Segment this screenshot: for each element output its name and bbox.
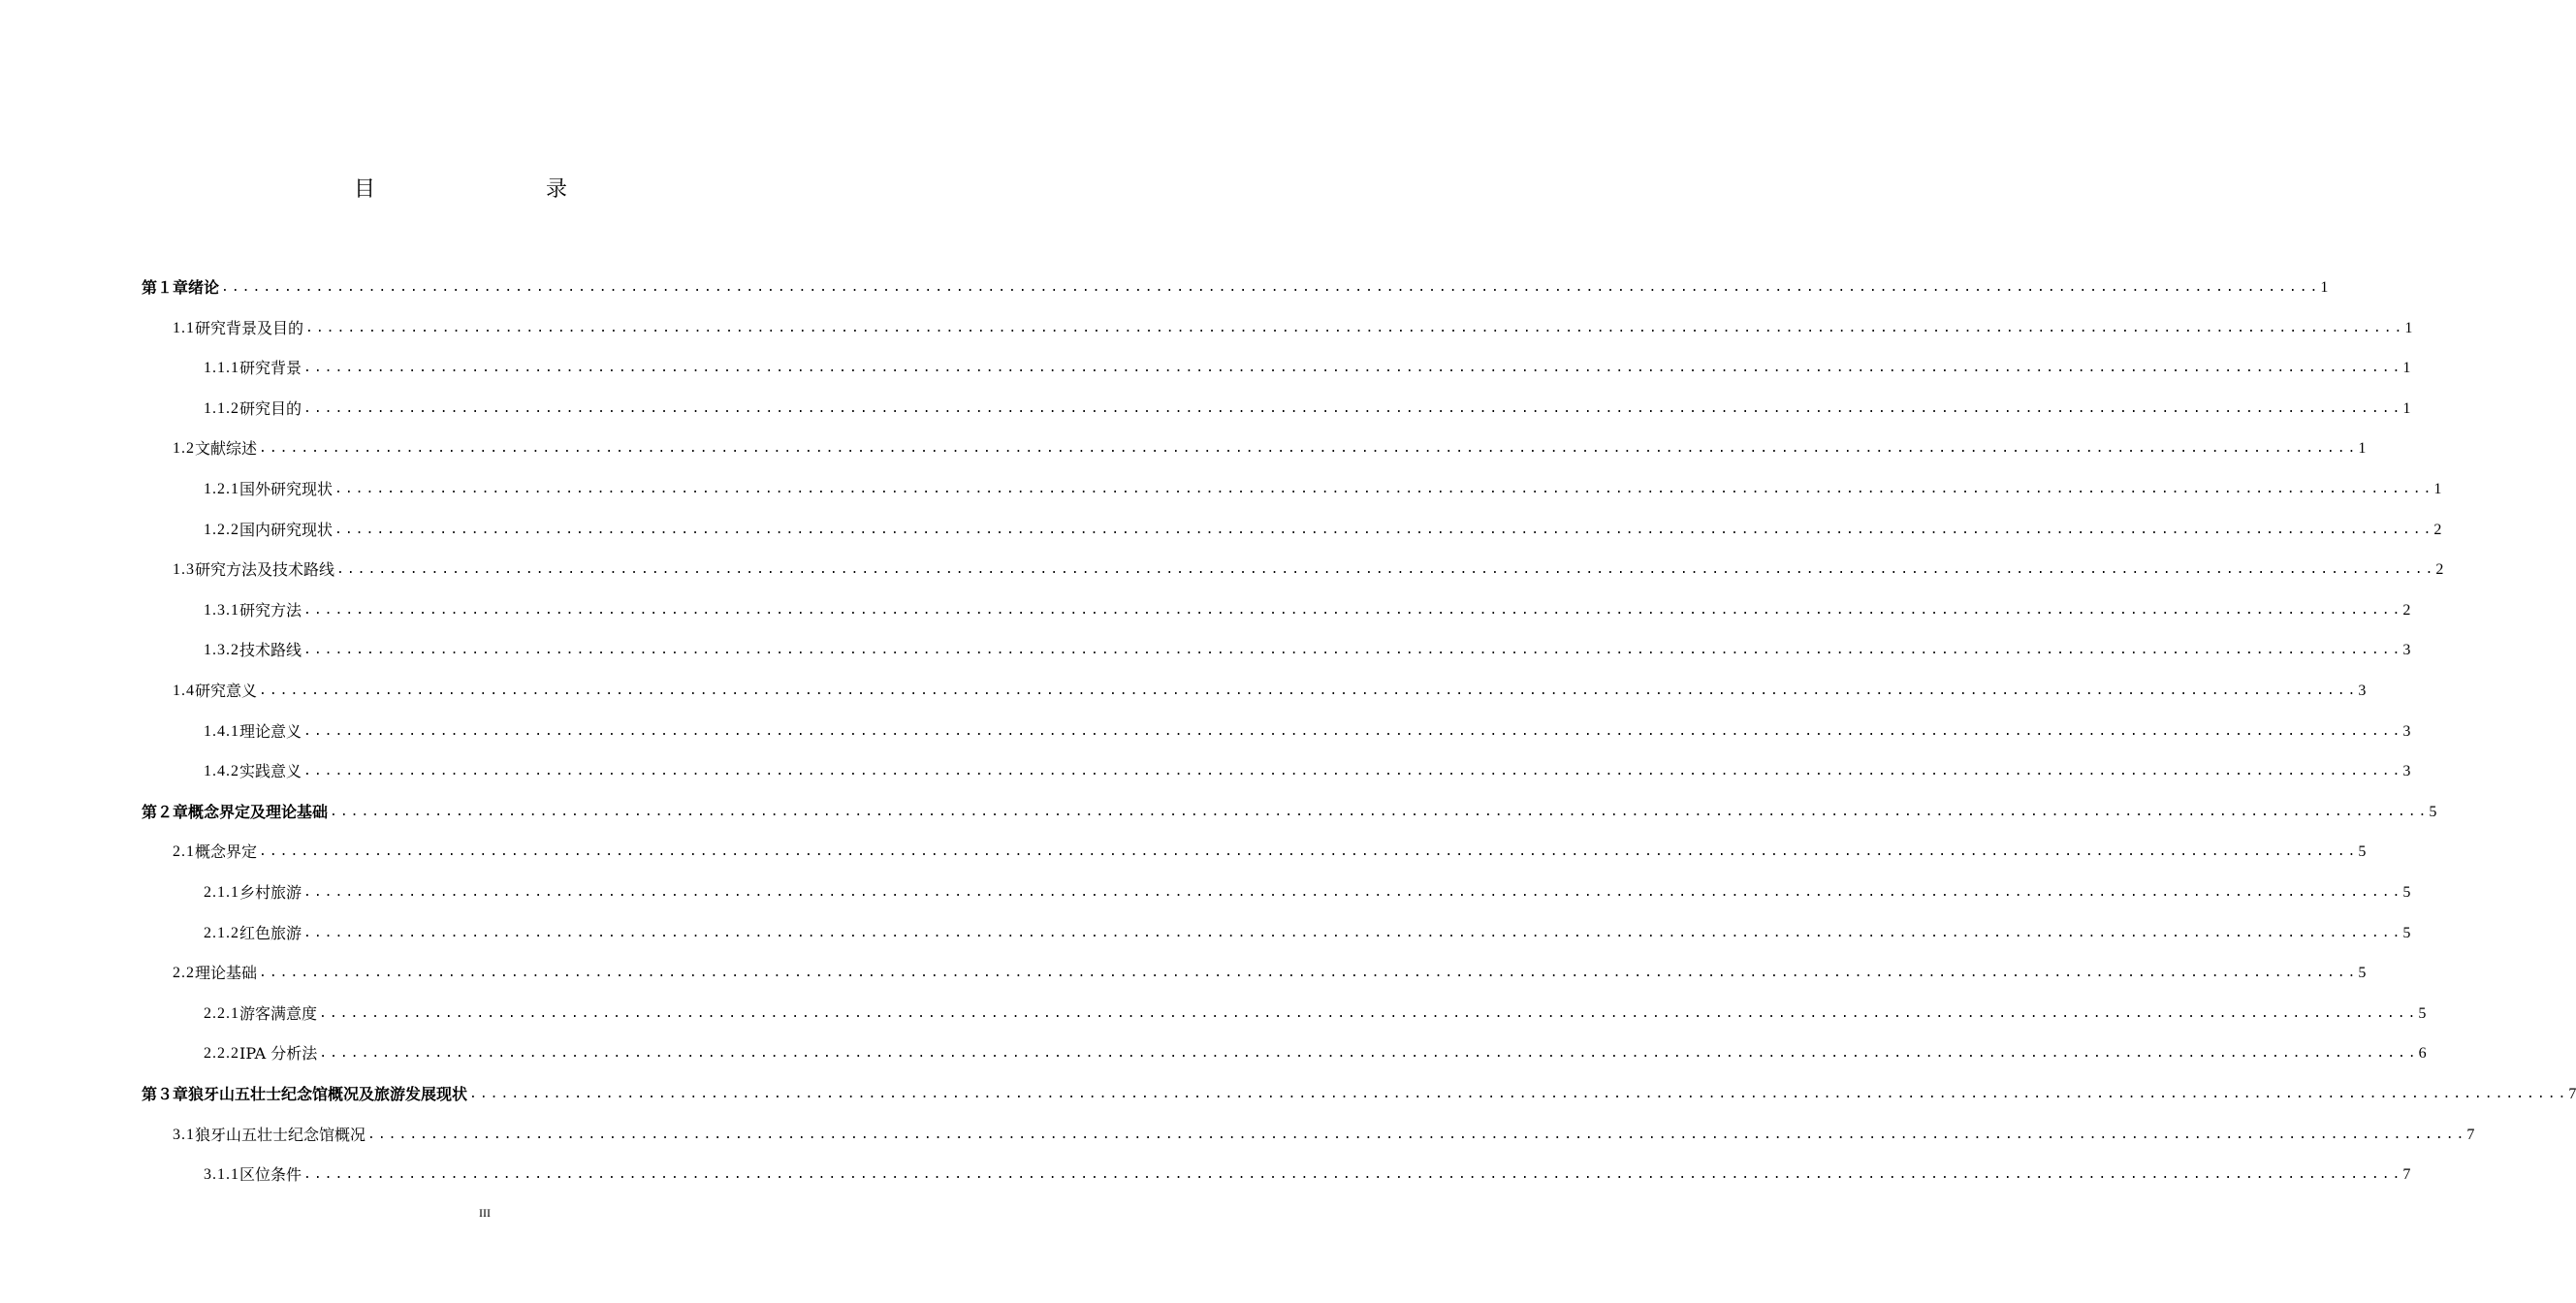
toc-entry-number: 1.1.1 <box>204 360 239 377</box>
toc-entry-title: 文献综述 <box>195 439 258 459</box>
toc-entry[interactable] <box>173 838 2367 867</box>
toc-entry-number: 2.1.1 <box>204 884 239 901</box>
toc-leader-dots: ........................................................................................................................................................................................................ <box>259 844 2359 860</box>
toc-entry-page: 1 <box>2358 440 2367 458</box>
toc-entry-page: 3 <box>2402 763 2411 780</box>
toc-leader-dots: ........................................................................................................................................................................................................ <box>303 925 2403 940</box>
toc-entry-number: 第２章 <box>142 802 189 821</box>
toc-entry-title: 研究背景 <box>239 359 302 378</box>
toc-entry[interactable] <box>204 1039 2427 1068</box>
toc-leader-dots: ........................................................................................................................................................................................................ <box>305 320 2405 335</box>
toc-entry-number: 1.4 <box>173 683 195 699</box>
toc-entry-number: 3.1 <box>173 1126 195 1143</box>
toc-leader-dots: ........................................................................................................................................................................................................ <box>303 361 2403 376</box>
toc-entry-title: 研究方法及技术路线 <box>195 560 335 580</box>
toc-entry-title: 理论意义 <box>239 721 302 741</box>
toc-entry-number: 2.1 <box>173 843 195 861</box>
toc-entry[interactable] <box>204 475 2442 504</box>
toc-leader-dots: ........................................................................................................................................................................................................ <box>259 966 2359 981</box>
page-number: III <box>479 1206 491 1220</box>
toc-entry-number: 第１章 <box>142 278 189 297</box>
toc-entry-page: 5 <box>2402 924 2411 941</box>
toc-entry[interactable] <box>204 1160 2411 1190</box>
toc-entry-number: 1.2.2 <box>204 521 239 538</box>
toc-entry-number: 2.2 <box>173 965 195 982</box>
toc-entry-page: 7 <box>2568 1086 2576 1102</box>
toc-entry[interactable] <box>204 516 2442 545</box>
toc-entry-number: 1.1.2 <box>204 399 239 417</box>
toc-entry-page: 1 <box>2402 360 2411 377</box>
toc-entry-number: 2.2.2 <box>204 1045 239 1063</box>
toc-entry-page: 6 <box>2418 1045 2427 1063</box>
toc-entry-title: 研究意义 <box>195 682 258 700</box>
toc-entry-title: 技术路线 <box>239 641 302 660</box>
toc-entry-title: 国内研究现状 <box>239 520 334 539</box>
toc-entry-title: 绪论 <box>188 278 220 297</box>
toc-entry-number: 1.2.1 <box>204 481 239 497</box>
toc-entry-page: 7 <box>2466 1126 2475 1143</box>
toc-entry-title: 概念界定 <box>195 842 258 862</box>
toc-entry[interactable] <box>173 1121 2475 1150</box>
toc-entry-title: 红色旅游 <box>239 923 302 942</box>
toc-entry-title: 概念界定及理论基础 <box>188 802 329 821</box>
toc-entry-page: 7 <box>2402 1166 2411 1184</box>
toc-entry-page: 5 <box>2418 1004 2427 1022</box>
toc-entry-page: 1 <box>2402 399 2411 417</box>
toc-entry-title: 国外研究现状 <box>239 480 334 498</box>
toc-entry-title: 实践意义 <box>239 762 302 781</box>
toc-entry[interactable] <box>142 273 2329 302</box>
toc-leader-dots: ........................................................................................................................................................................................................ <box>303 400 2403 416</box>
toc-entry-page: 5 <box>2402 884 2411 901</box>
toc-entry[interactable] <box>204 878 2411 907</box>
toc-leader-dots: ........................................................................................................................................................................................................ <box>469 1087 2569 1101</box>
page-title: 目 录 <box>353 177 610 202</box>
toc-leader-dots: ........................................................................................................................................................................................................ <box>303 764 2403 779</box>
toc-entry-title: 研究方法 <box>239 600 302 620</box>
toc-entry-number: 1.3 <box>173 561 195 579</box>
toc-entry-title: 研究目的 <box>239 398 302 418</box>
toc-leader-dots: ........................................................................................................................................................................................................ <box>303 602 2403 618</box>
toc-entry-page: 1 <box>2404 319 2413 336</box>
toc-leader-dots: ........................................................................................................................................................................................................ <box>319 1046 2419 1062</box>
toc-entry-page: 2 <box>2433 521 2442 538</box>
toc-entry[interactable] <box>204 354 2411 383</box>
toc-entry-title: 研究背景及目的 <box>195 318 304 337</box>
toc-leader-dots: ........................................................................................................................................................................................................ <box>259 683 2359 698</box>
toc-entry-title: 狼牙山五壮士纪念馆概况及旅游发展现状 <box>188 1085 468 1103</box>
toc-entry-number: 1.4.1 <box>204 722 239 740</box>
toc-entry-title: 乡村旅游 <box>239 883 302 902</box>
toc-leader-dots: ........................................................................................................................................................................................................ <box>334 522 2434 537</box>
toc-entry[interactable] <box>204 395 2411 424</box>
toc-leader-dots: ........................................................................................................................................................................................................ <box>303 885 2403 900</box>
toc-leader-dots: ........................................................................................................................................................................................................ <box>303 1167 2403 1183</box>
toc-entry[interactable] <box>204 919 2411 948</box>
toc-entry[interactable] <box>204 717 2411 747</box>
toc-entry-page: 1 <box>2433 481 2442 497</box>
toc-entry-title: 区位条件 <box>239 1165 302 1185</box>
toc-entry-title: IPA 分析法 <box>239 1044 318 1064</box>
toc-entry[interactable] <box>173 556 2444 585</box>
toc-leader-dots: ........................................................................................................................................................................................................ <box>303 723 2403 739</box>
toc-entry-page: 5 <box>2429 803 2437 820</box>
toc-entry[interactable] <box>204 1000 2427 1029</box>
toc-entry-page: 5 <box>2358 965 2367 982</box>
toc-entry-page: 2 <box>2402 601 2411 619</box>
toc-entry[interactable] <box>142 798 2437 827</box>
toc-entry-page: 3 <box>2402 642 2411 659</box>
toc-leader-dots: ........................................................................................................................................................................................................ <box>330 804 2430 819</box>
toc-entry-number: 1.3.1 <box>204 601 239 619</box>
toc-entry-number: 2.1.2 <box>204 924 239 941</box>
toc-entry-number: 第３章 <box>142 1085 189 1103</box>
toc-entry-page: 3 <box>2358 683 2367 699</box>
toc-entry[interactable] <box>173 434 2367 463</box>
toc-entry-number: 1.1 <box>173 319 195 336</box>
toc-entry-page: 5 <box>2358 843 2367 861</box>
toc-entry[interactable] <box>204 636 2411 665</box>
toc-entry-page: 2 <box>2435 561 2444 579</box>
toc-entry[interactable] <box>173 314 2413 343</box>
toc-entry[interactable] <box>142 1080 2576 1109</box>
toc-entry[interactable] <box>204 757 2411 786</box>
toc-leader-dots: ........................................................................................................................................................................................................ <box>319 1005 2419 1021</box>
toc-leader-dots: ........................................................................................................................................................................................................ <box>259 441 2359 457</box>
toc-entry[interactable] <box>204 596 2411 625</box>
toc-leader-dots: ........................................................................................................................................................................................................ <box>336 562 2436 578</box>
toc-entry-number: 2.2.1 <box>204 1004 239 1022</box>
toc-entry-number: 1.4.2 <box>204 763 239 780</box>
toc-entry-title: 理论基础 <box>195 964 258 983</box>
toc-entry-number: 3.1.1 <box>204 1166 239 1184</box>
toc-entry-page: 3 <box>2402 722 2411 740</box>
toc-leader-dots: ........................................................................................................................................................................................................ <box>334 482 2434 496</box>
toc-entry[interactable] <box>173 959 2367 988</box>
toc-leader-dots: ........................................................................................................................................................................................................ <box>221 280 2321 295</box>
toc-entry-title: 狼牙山五壮士纪念馆概况 <box>195 1125 366 1144</box>
toc-leader-dots: ........................................................................................................................................................................................................ <box>303 643 2403 658</box>
toc-entry-page: 1 <box>2320 279 2329 296</box>
toc-entry-number: 1.3.2 <box>204 642 239 659</box>
toc-entry[interactable] <box>173 677 2367 706</box>
toc-entry-number: 1.2 <box>173 440 195 458</box>
toc-leader-dots: ........................................................................................................................................................................................................ <box>367 1127 2467 1142</box>
toc-entry-title: 游客满意度 <box>239 1003 318 1023</box>
